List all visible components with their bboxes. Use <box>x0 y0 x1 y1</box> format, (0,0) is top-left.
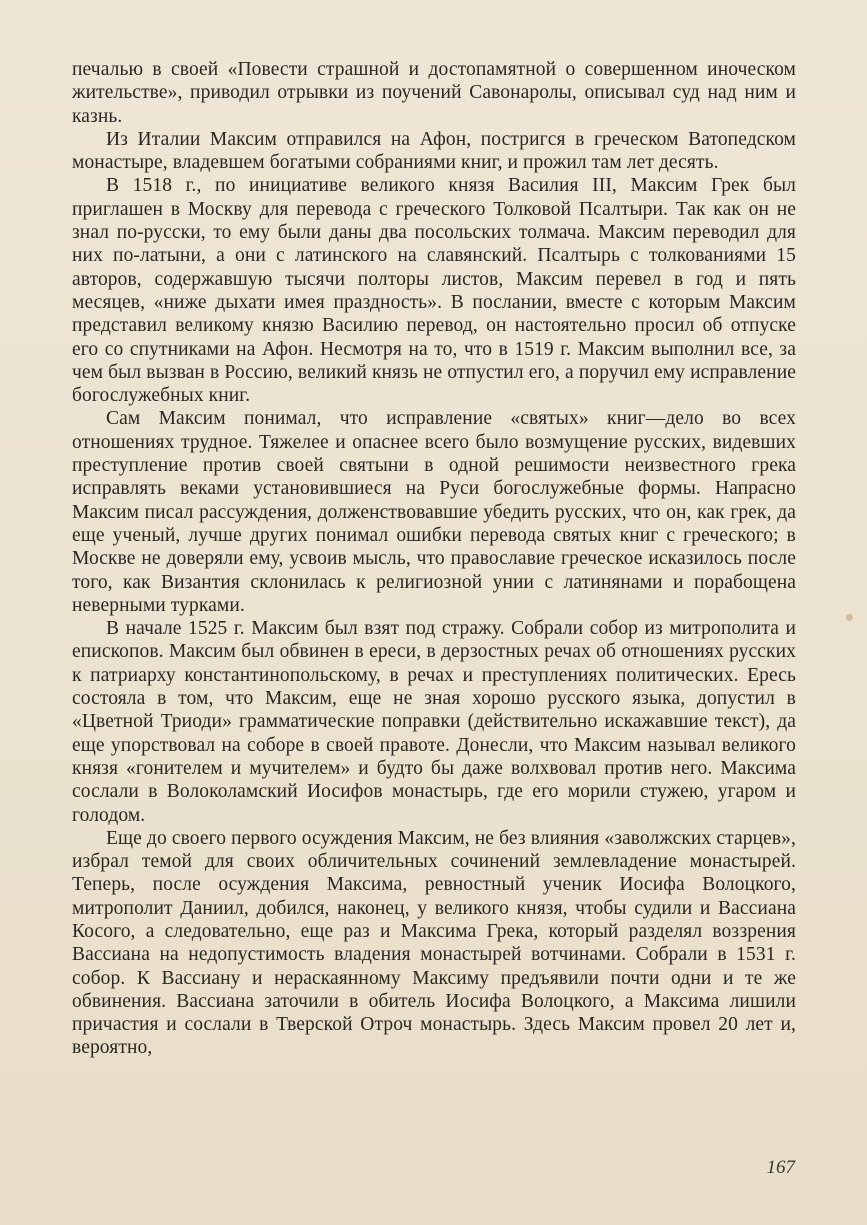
body-text <box>72 58 796 1060</box>
paragraph-6: Еще до своего первого осуждения Максим, не без влияния «заволжских старцев», избрал темой для своих обличительных сочинений землевладение монастырей. Теперь, после осуждения Максима, ревностный ученик Иосифа Волоцкого, митрополит Даниил, добился, наконец, у великого князя, чтобы судили и Вассиана Косого, а следовательно, еще раз и Максима Грека, который разделял воззрения Вассиана на недопустимость владения монастырей вотчинами. Собрали в 1531 г. собор. К Вассиану и нераскаянному Максиму предъявили почти одни и те же обвинения. Вассиана заточили в обитель Иосифа Волоцкого, а Максима лишили причастия и сослали в Тверской Отроч монастырь. Здесь Максим провел 20 лет и, вероятно, <box>72 827 796 1059</box>
page-number: 167 <box>766 1157 795 1178</box>
paragraph-4: Сам Максим понимал, что исправление «святых» книг—дело во всех отношениях трудное. Тяжелее и опаснее всего было возмущение русских, видевших преступление против своей святыни в одной решимости неизвестного грека исправлять веками установившиеся на Руси богослужебные формы. Напрасно Максим писал рассуждения, долженствовавшие убедить русских, что он, как грек, да еще ученый, лучше других понимал ошибки перевода святых книг с греческого; в Москве не доверяли ему, усвоив мысль, что православие греческое исказилось после того, как Византия склонилась к религиозной унии с латинянами и порабощена неверными турками. <box>72 408 796 616</box>
paragraph-3: В 1518 г., по инициативе великого князя Василия III, Максим Грек был приглашен в Москву для перевода с греческого Толковой Псалтыри. Так как он не знал по-русски, то ему были даны два посольских толмача. Максим переводил для них по-латыни, а они с латинского на славянский. Псалтырь с толкованиями 15 авторов, содержавшую тысячи полторы листов, Максим перевел в год и пять месяцев, «ниже дыхати имея праздность». В послании, вместе с которым Максим представил великому князю Василию перевод, он настоятельно просил об отпуске его со спутниками на Афон. Несмотря на то, что в 1519 г. Максим выполнил все, за чем был вызван в Россию, великий князь не отпустил его, а поручил ему исправление богослужебных книг. <box>72 175 796 407</box>
paragraph-5: В начале 1525 г. Максим был взят под стражу. Собрали собор из митрополита и епископов. Максим был обвинен в ереси, в дерзостных речах об отношениях русских к патриарху константинопольскому, в речах и преступлениях политических. Ересь состояла в том, что Максим, еще не зная хорошо русского языка, допустил в «Цветной Триоди» грамматические поправки (действительно искажавшие текст), да еще упорствовал на соборе в своей правоте. Донесли, что Максим называл великого князя «гонителем и мучителем» и будто бы даже волхвовал против него. Максима сослали в Волоколамский Иосифов монастырь, где его морили стужею, угаром и голодом. <box>72 618 796 826</box>
paragraph-2: Из Италии Максим отправился на Афон, постригся в греческом Ватопедском монастыре, владевшем богатыми собраниями книг, и прожил там лет десять. <box>72 128 796 174</box>
paper-spot <box>846 614 853 621</box>
paragraph-1: печалью в своей «Повести страшной и достопамятной о совершенном иноческом жительстве», приводил отрывки из поучений Савонаролы, описывал суд над ним и казнь. <box>72 59 796 127</box>
